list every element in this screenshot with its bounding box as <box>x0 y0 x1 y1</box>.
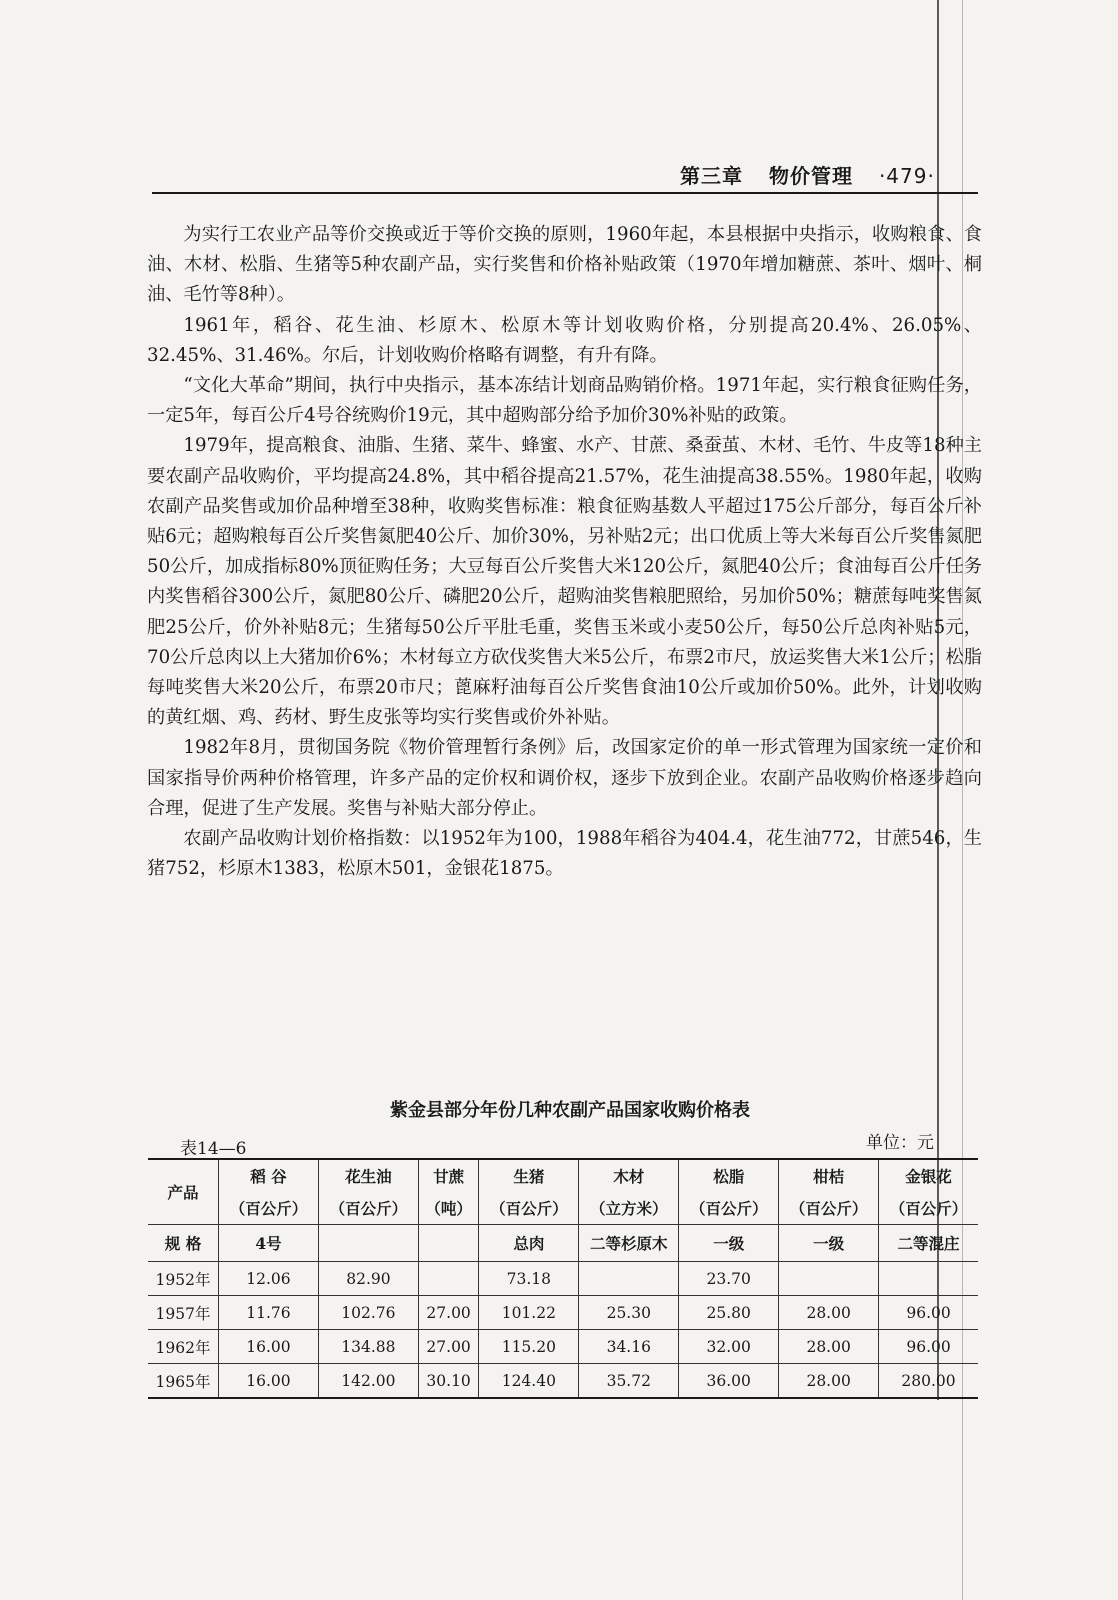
column-name: 花生油 <box>318 1159 418 1192</box>
table-cell <box>579 1262 679 1296</box>
table-cell: 96.00 <box>879 1296 978 1330</box>
page-number: ·479· <box>878 164 935 188</box>
paragraph: 为实行工农业产品等价交换或近于等价交换的原则，1960年起，本县根据中央指示，收购粮食、食油、木材、松脂、生猪等5种农副产品，实行奖售和价格补贴政策（1970年增加糖蔗、茶叶、烟叶、桐油、毛竹等8种）。 <box>147 224 982 306</box>
table-cell: 280.00 <box>879 1364 978 1399</box>
column-name: 木材 <box>579 1159 679 1192</box>
table-cell: 115.20 <box>479 1330 579 1364</box>
table-unit: 单位：元 <box>866 1133 934 1153</box>
table-cell: 142.00 <box>318 1364 418 1399</box>
table-cell: 36.00 <box>679 1364 779 1399</box>
table-cell: 16.00 <box>219 1330 319 1364</box>
column-spec <box>318 1225 418 1262</box>
column-spec: 二等杉原木 <box>579 1225 679 1262</box>
table-unit-row <box>148 1192 978 1225</box>
column-unit: （百公斤） <box>318 1192 418 1225</box>
table-cell: 73.18 <box>479 1262 579 1296</box>
row-year: 1952年 <box>148 1262 219 1296</box>
table-cell: 28.00 <box>779 1296 879 1330</box>
column-unit: （吨） <box>418 1192 478 1225</box>
table-cell: 101.22 <box>479 1296 579 1330</box>
column-name: 稻 谷 <box>219 1159 319 1192</box>
table-cell: 28.00 <box>779 1364 879 1399</box>
table-cell: 32.00 <box>679 1330 779 1364</box>
column-name: 柑桔 <box>779 1159 879 1192</box>
table-cell: 82.90 <box>318 1262 418 1296</box>
chapter-title: 第三章 <box>680 164 743 188</box>
column-spec <box>418 1225 478 1262</box>
table-number: 表14—6 <box>180 1139 247 1159</box>
column-unit: （百公斤） <box>219 1192 319 1225</box>
table-cell: 12.06 <box>219 1262 319 1296</box>
column-spec: 总肉 <box>479 1225 579 1262</box>
table-header-row <box>148 1159 978 1192</box>
column-unit: （百公斤） <box>879 1192 978 1225</box>
running-header <box>680 160 970 189</box>
body-text <box>147 220 982 884</box>
table-cell: 35.72 <box>579 1364 679 1399</box>
table-cell: 27.00 <box>418 1296 478 1330</box>
spec-label: 规 格 <box>148 1225 219 1262</box>
column-spec: 一级 <box>679 1225 779 1262</box>
section-title: 物价管理 <box>768 164 853 188</box>
column-unit: （百公斤） <box>779 1192 879 1225</box>
table-cell: 11.76 <box>219 1296 319 1330</box>
table-cell: 16.00 <box>219 1364 319 1399</box>
table-cell: 23.70 <box>679 1262 779 1296</box>
column-spec: 一级 <box>779 1225 879 1262</box>
table-spec-row <box>148 1225 978 1262</box>
table-row <box>148 1330 978 1364</box>
table-cell: 25.80 <box>679 1296 779 1330</box>
row-year: 1965年 <box>148 1364 219 1399</box>
table-cell: 134.88 <box>318 1330 418 1364</box>
column-name: 金银花 <box>879 1159 978 1192</box>
header-rule <box>152 192 978 194</box>
column-name: 松脂 <box>679 1159 779 1192</box>
table-row <box>148 1364 978 1399</box>
table-title: 紫金县部分年份几种农副产品国家收购价格表 <box>390 1100 750 1121</box>
table-cell: 96.00 <box>879 1330 978 1364</box>
price-table <box>148 1158 978 1399</box>
table-cell <box>779 1262 879 1296</box>
column-spec: 4号 <box>219 1225 319 1262</box>
column-unit: （百公斤） <box>679 1192 779 1225</box>
table-cell: 30.10 <box>418 1364 478 1399</box>
paragraph: 1961年，稻谷、花生油、杉原木、松原木等计划收购价格，分别提高20.4%、26.05%、32.45%、31.46%。尔后，计划收购价格略有调整，有升有降。 <box>147 314 982 366</box>
table-cell: 34.16 <box>579 1330 679 1364</box>
table-cell: 28.00 <box>779 1330 879 1364</box>
paragraph: “文化大革命”期间，执行中央指示，基本冻结计划商品购销价格。1971年起，实行粮食征购任务，一定5年，每百公斤4号谷统购价19元，其中超购部分给予加价30%补贴的政策。 <box>147 375 982 427</box>
column-name: 生猪 <box>479 1159 579 1192</box>
column-spec: 二等混庄 <box>879 1225 978 1262</box>
table-cell: 124.40 <box>479 1364 579 1399</box>
table-cell <box>418 1262 478 1296</box>
table-row <box>148 1262 978 1296</box>
table-cell: 102.76 <box>318 1296 418 1330</box>
row-year: 1962年 <box>148 1330 219 1364</box>
column-unit: （立方米） <box>579 1192 679 1225</box>
paragraph: 农副产品收购计划价格指数：以1952年为100，1988年稻谷为404.4，花生油772，甘蔗546，生猪752，杉原木1383，松原木501，金银花1875。 <box>147 828 982 880</box>
paragraph: 1979年，提高粮食、油脂、生猪、菜牛、蜂蜜、水产、甘蔗、桑蚕茧、木材、毛竹、牛皮等18种主要农副产品收购价，平均提高24.8%，其中稻谷提高21.57%，花生油提高38.55%。1980年起，收购农副产品奖售或加价品种增至38种，收购奖售标准：粮食征购基数人平超过175公斤部分，每百公斤补贴6元；超购粮每百公斤奖售氮肥40公斤、加价30%，另补贴2元；出口优质上等大米每百公斤奖售氮肥50公斤，加成指标80%顶征购任务；大豆每百公斤奖售大米120公斤，氮肥40公斤；食油每百公斤任务内奖售稻谷300公斤，氮肥80公斤、磷肥20公斤，超购油奖售粮肥照给，另加价50%；糖蔗每吨奖售氮肥25公斤，价外补贴8元；生猪每50公斤平肚毛重，奖售玉米或小麦50公斤，每50公斤总肉补贴5元，70公斤总肉以上大猪加价6%；木材每立方砍伐奖售大米5公斤，布票2市尺，放运奖售大米1公斤；松脂每吨奖售大米20公斤，布票20市尺；蓖麻籽油每百公斤奖售食油10公斤或加价50%。此外，计划收购的黄红烟、鸡、药材、野生皮张等均实行奖售或价外补贴。 <box>147 435 982 729</box>
product-label: 产品 <box>148 1159 219 1225</box>
table-cell: 25.30 <box>579 1296 679 1330</box>
paragraph: 1982年8月，贯彻国务院《物价管理暂行条例》后，改国家定价的单一形式管理为国家统一定价和国家指导价两种价格管理，许多产品的定价权和调价权，逐步下放到企业。农副产品收购价格逐步趋向合理，促进了生产发展。奖售与补贴大部分停止。 <box>147 737 982 819</box>
table-cell: 27.00 <box>418 1330 478 1364</box>
table-row <box>148 1296 978 1330</box>
column-name: 甘蔗 <box>418 1159 478 1192</box>
table-cell <box>879 1262 978 1296</box>
row-year: 1957年 <box>148 1296 219 1330</box>
column-unit: （百公斤） <box>479 1192 579 1225</box>
